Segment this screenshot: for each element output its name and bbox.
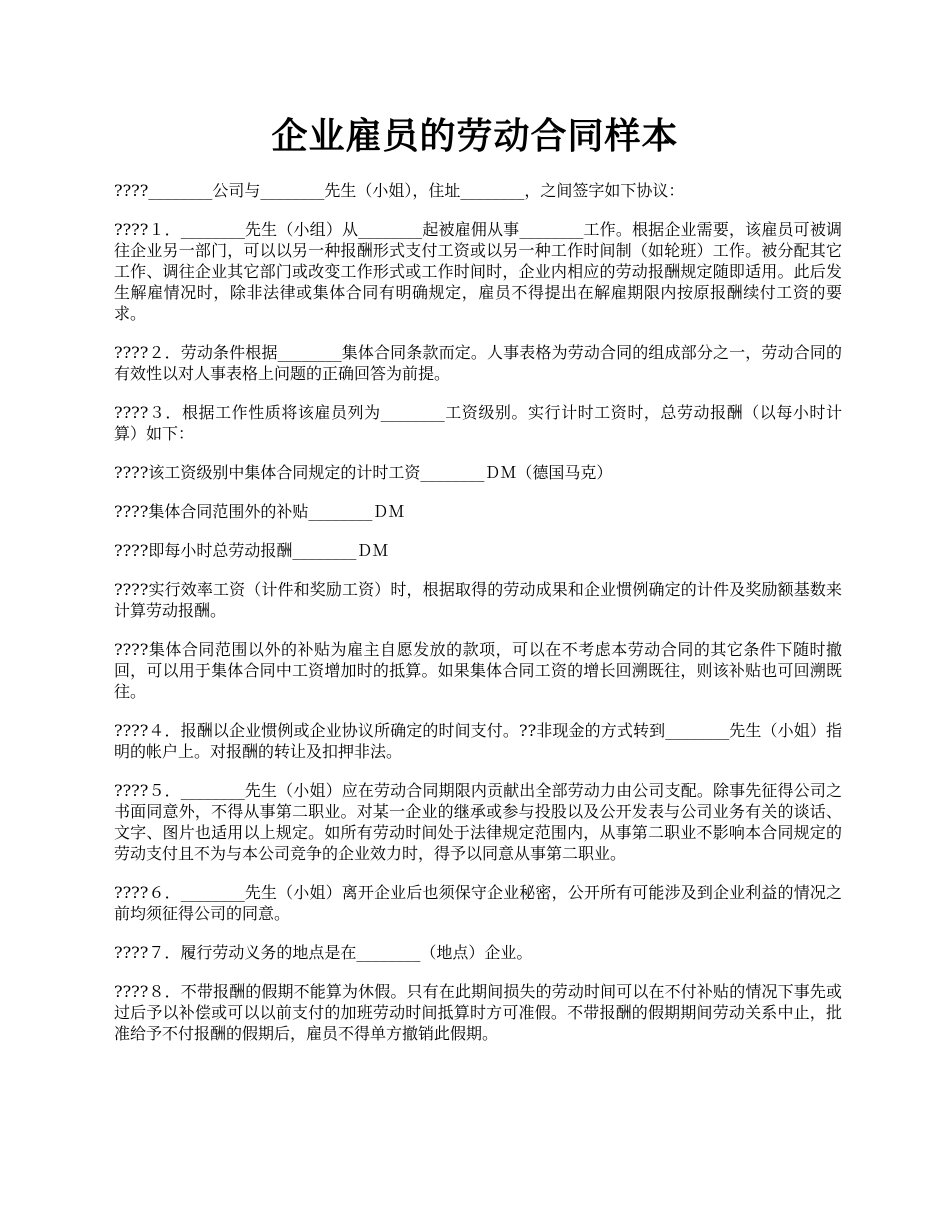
paragraph-total-hourly: ????即每小时总劳动报酬________ＤＭ bbox=[114, 541, 389, 560]
paragraph-clause-7: ????７．履行劳动义务的地点是在________（地点）企业。 bbox=[114, 943, 533, 962]
paragraph-clause-8: ????８．不带报酬的假期不能算为休假。只有在此期间损失的劳动时间可以在不付补贴的情况下事先或过后予以补偿或可以以前支付的加班劳动时间抵算时方可准假。不带报酬的假期期间劳动关系中止，批准给予不付报酬的假期后，雇员不得单方撤销此假期。 bbox=[114, 982, 842, 1043]
paragraph-clause-4: ????４．报酬以企业惯例或企业协议所确定的时间支付。??非现金的方式转到________先生（小姐）指明的帐户上。对报酬的转让及扣押非法。 bbox=[114, 721, 842, 761]
paragraph-clause-2: ????２．劳动条件根据________集体合同条款而定。人事表格为劳动合同的组成部分之一，劳动合同的有效性以对人事表格上问题的正确回答为前提。 bbox=[114, 343, 842, 383]
document-body bbox=[114, 180, 842, 1062]
paragraph-preamble: ????________公司与________先生（小姐），住址________，之间签字如下协议： bbox=[114, 181, 685, 200]
paragraph-clause-3: ????３．根据工作性质将该雇员列为________工资级别。实行计时工资时，总劳动报酬（以每小时计算）如下： bbox=[114, 403, 842, 443]
paragraph-allowance: ????集体合同范围外的补贴________ＤＭ bbox=[114, 502, 405, 521]
paragraph-clause-1: ????１．________先生（小组）从________起被雇佣从事________工作。根据企业需要，该雇员可被调往企业另一部门，可以以另一种报酬形式支付工资或以另一种工作时间制（如轮班）工作。被分配其它工作、调往企业其它部门或改变工作形式或工作时间时，企业内相应的劳动报酬规定随即适用。此后发生解雇情况时，除非法律或集体合同有明确规定，雇员不得提出在解雇期限内按原报酬续付工资的要求。 bbox=[114, 220, 842, 323]
paragraph-clause-5: ????５．________先生（小姐）应在劳动合同期限内贡献出全部劳动力由公司支配。除事先征得公司之书面同意外，不得从事第二职业。对某一企业的继承或参与投股以及公开发表与公司业务有关的谈话、文字、图片也适用以上规定。如所有劳动时间处于法律规定范围内，从事第二职业不影响本合同规定的劳动支付且不为与本公司竞争的企业效力时，得予以同意从事第二职业。 bbox=[114, 781, 842, 863]
paragraph-voluntary-allowance: ????集体合同范围以外的补贴为雇主自愿发放的款项，可以在不考虑本劳动合同的其它条件下随时撤回，可以用于集体合同中工资增加时的抵算。如果集体合同工资的增长回溯既往，则该补贴也可回溯既往。 bbox=[114, 640, 842, 701]
paragraph-efficiency-wage: ????实行效率工资（计件和奖励工资）时，根据取得的劳动成果和企业惯例确定的计件及奖励额基数来计算劳动报酬。 bbox=[114, 580, 842, 620]
paragraph-hourly-wage: ????该工资级别中集体合同规定的计时工资________ＤＭ（德国马克） bbox=[114, 463, 613, 482]
paragraph-clause-6: ????６．________先生（小姐）离开企业后也须保守企业秘密，公开所有可能涉及到企业利益的情况之前均须征得公司的同意。 bbox=[114, 883, 842, 923]
document-title: 企业雇员的劳动合同样本 bbox=[271, 115, 679, 157]
